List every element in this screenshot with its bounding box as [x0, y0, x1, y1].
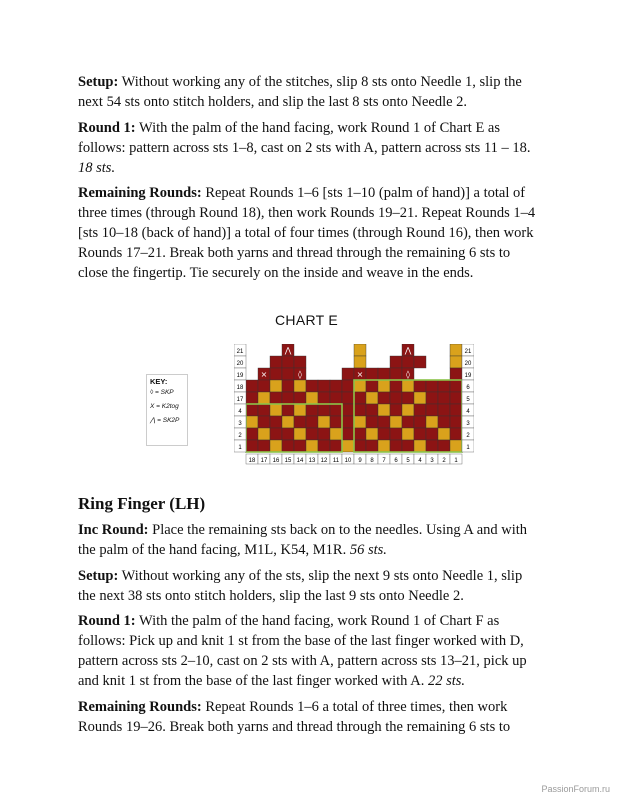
chart-cell	[390, 380, 402, 392]
row-number-right: 1	[466, 445, 470, 451]
round1-text: With the palm of the hand facing, work Round 1 of Chart E as follows: pattern across sts 1–8, cast on 2 sts with A, pattern across sts 11 – 18.	[78, 119, 531, 156]
chart-cell	[294, 404, 306, 416]
chart-cell	[294, 416, 306, 428]
chart-cell	[282, 356, 294, 368]
chart-cell	[342, 416, 354, 428]
chart-cell	[414, 380, 426, 392]
chart-cell	[402, 428, 414, 440]
inc-paragraph	[78, 520, 540, 560]
chart-cell	[306, 428, 318, 440]
row-number-right: 20	[464, 361, 472, 367]
row-number-left: 4	[238, 409, 242, 415]
setup-text: Without working any of the stitches, slip 8 sts onto Needle 1, slip the next 54 sts onto stitch holders, and slip the last 8 sts onto Needle 2.	[78, 74, 522, 110]
inc-label: Inc Round:	[78, 522, 149, 538]
chart-cell	[378, 380, 390, 392]
chart-cell	[258, 416, 270, 428]
row-number-right: 4	[466, 409, 470, 415]
chart-cell	[270, 356, 282, 368]
chart-cell	[294, 440, 306, 452]
chart-cell	[450, 344, 462, 356]
chart-cell	[402, 380, 414, 392]
chart-cell	[282, 404, 294, 416]
row-number-left: 3	[238, 421, 242, 427]
chart-cell	[246, 392, 258, 404]
col-number: 16	[272, 458, 280, 464]
chart-cell	[366, 404, 378, 416]
chart-cell	[390, 404, 402, 416]
chart-cell	[414, 440, 426, 452]
round1b-count: 22 sts.	[427, 673, 466, 689]
chart-cell	[270, 392, 282, 404]
chart-cell	[354, 440, 366, 452]
chart-cell	[246, 428, 258, 440]
chart-cell	[426, 404, 438, 416]
chart-cell	[258, 404, 270, 416]
chart-cell	[426, 392, 438, 404]
col-number: 15	[284, 458, 292, 464]
chart-cell	[294, 392, 306, 404]
row-number-right: 3	[466, 421, 470, 427]
chart-cell	[354, 380, 366, 392]
chart-cell	[378, 440, 390, 452]
chart-symbol: ×	[356, 370, 364, 379]
chart-cell	[318, 392, 330, 404]
chart-cell	[306, 380, 318, 392]
chart-cell	[438, 380, 450, 392]
chart-cell	[414, 404, 426, 416]
key-title: KEY:	[150, 377, 168, 386]
setup-label: Setup:	[78, 74, 119, 90]
chart-cell	[426, 440, 438, 452]
chart-cell	[378, 416, 390, 428]
chart-cell	[414, 392, 426, 404]
chart-cell	[378, 428, 390, 440]
chart-cell	[366, 392, 378, 404]
chart-cell	[426, 416, 438, 428]
chart-cell	[402, 440, 414, 452]
chart-cell	[342, 368, 354, 380]
chart-cell	[438, 428, 450, 440]
col-number: 14	[296, 458, 304, 464]
chart-cell	[354, 428, 366, 440]
chart-cell	[378, 404, 390, 416]
chart-cell	[258, 428, 270, 440]
chart-cell	[330, 380, 342, 392]
chart-cell	[306, 416, 318, 428]
chart-cell	[402, 416, 414, 428]
chart-cell	[414, 356, 426, 368]
chart-symbol: ⋀	[284, 346, 292, 355]
chart-cell	[378, 392, 390, 404]
round1b-text: With the palm of the hand facing, work Round 1 of Chart F as follows: Pick up and knit 1 st from the base of the last finger worked with D, pattern across sts 2–10, cast on 2 sts with A, pattern across sts 13–21, pick up and knit 1 st from the base of the last finger worked with A.	[78, 613, 527, 689]
col-number: 2	[442, 458, 446, 464]
chart-cell	[426, 428, 438, 440]
row-number-left: 19	[236, 373, 244, 379]
chart-cell	[306, 404, 318, 416]
col-number: 8	[370, 458, 374, 464]
chart-cell	[318, 428, 330, 440]
chart-cell	[450, 356, 462, 368]
chart-cell	[390, 416, 402, 428]
col-number: 3	[430, 458, 434, 464]
chart-cell	[450, 392, 462, 404]
chart-cell	[318, 404, 330, 416]
col-number: 13	[308, 458, 316, 464]
chart-cell	[354, 356, 366, 368]
chart-cell	[258, 380, 270, 392]
chart-cell	[282, 440, 294, 452]
inc-text: Place the remaining sts back on to the needles. Using A and with the palm of the hand facing, M1L, K54, M1R.	[78, 522, 528, 558]
watermark: PassionForum.ru	[541, 784, 610, 794]
col-number: 18	[248, 458, 256, 464]
col-number: 7	[382, 458, 386, 464]
chart-cell	[246, 416, 258, 428]
chart-key	[146, 374, 188, 446]
chart-cell	[258, 440, 270, 452]
chart-cell	[270, 404, 282, 416]
row-number-right: 21	[464, 349, 472, 355]
chart-symbol: ⋀	[404, 346, 412, 355]
section-heading: Ring Finger (LH)	[78, 494, 206, 513]
chart-cell	[270, 440, 282, 452]
chart-cell	[354, 416, 366, 428]
chart-cell	[378, 368, 390, 380]
chart-cell	[294, 428, 306, 440]
chart-cell	[450, 440, 462, 452]
setup2-label: Setup:	[78, 567, 119, 584]
remaining2-label: Remaining Rounds:	[78, 698, 202, 715]
chart-cell	[366, 440, 378, 452]
chart-cell	[402, 356, 414, 368]
chart-cell	[294, 380, 306, 392]
chart-cell	[282, 380, 294, 392]
remaining-label: Remaining Rounds:	[78, 185, 202, 201]
chart-cell	[246, 380, 258, 392]
round1-paragraph	[78, 118, 540, 178]
chart-cell	[258, 392, 270, 404]
chart-cell	[282, 428, 294, 440]
col-number: 1	[454, 458, 458, 464]
chart-cell	[450, 404, 462, 416]
row-number-left: 20	[236, 361, 244, 367]
row-number-right: 5	[466, 397, 470, 403]
chart-cell	[282, 368, 294, 380]
chart-cell	[390, 440, 402, 452]
row-number-left: 2	[238, 433, 242, 439]
chart-cell	[354, 404, 366, 416]
key-item-k2tog: X = K2tog	[150, 403, 179, 410]
key-item-sk2p: ⋀ = SK2P	[150, 417, 180, 424]
chart-cell	[414, 416, 426, 428]
chart-cell	[318, 416, 330, 428]
chart-cell	[366, 428, 378, 440]
chart-symbol: ◊	[406, 370, 410, 379]
instructions-section	[78, 72, 540, 289]
chart-cell	[282, 392, 294, 404]
chart-cell	[294, 356, 306, 368]
chart-e-grid	[234, 344, 474, 472]
chart-cell	[450, 368, 462, 380]
chart-cell	[354, 344, 366, 356]
col-number: 9	[358, 458, 362, 464]
chart-cell	[342, 392, 354, 404]
col-number: 5	[406, 458, 410, 464]
chart-cell	[450, 380, 462, 392]
chart-cell	[318, 380, 330, 392]
inc-count: 56 sts.	[349, 542, 387, 558]
chart-cell	[330, 416, 342, 428]
chart-cell	[390, 368, 402, 380]
round1-label: Round 1:	[78, 119, 136, 136]
ring-finger-section	[78, 520, 540, 742]
col-number: 4	[418, 458, 422, 464]
row-number-left: 21	[236, 349, 244, 355]
chart-cell	[354, 392, 366, 404]
chart-cell	[438, 392, 450, 404]
chart-cell	[390, 428, 402, 440]
chart-cell	[390, 356, 402, 368]
row-number-right: 6	[466, 385, 470, 391]
key-item-skp: ◊ = SKP	[150, 389, 174, 396]
chart-cell	[450, 416, 462, 428]
setup2-paragraph	[78, 566, 540, 606]
col-number: 11	[332, 458, 340, 464]
col-number: 12	[320, 458, 328, 464]
row-number-left: 18	[236, 385, 244, 391]
chart-symbol: ◊	[298, 370, 302, 379]
remaining-text: Repeat Rounds 1–6 [sts 1–10 (palm of hand)] a total of three times (through Round 18), then work Rounds 19–21. Repeat Rounds 1–4 [sts 10–18 (back of hand)] a total of four times (through Round 16), then work Rounds 17–21. Break both yarns and thread through the remaining 6 sts to close the fingertip. Tie securely on the inside and weave in the ends.	[78, 185, 536, 281]
round1b-paragraph	[78, 611, 540, 691]
row-number-right: 19	[464, 373, 472, 379]
chart-cell	[330, 404, 342, 416]
chart-cell	[270, 368, 282, 380]
chart-cell	[270, 416, 282, 428]
round1b-label: Round 1:	[78, 613, 136, 629]
chart-cell	[366, 380, 378, 392]
remaining-paragraph	[78, 183, 540, 283]
chart-cell	[402, 404, 414, 416]
chart-cell	[438, 440, 450, 452]
chart-cell	[342, 380, 354, 392]
chart-cell	[306, 392, 318, 404]
col-number: 6	[394, 458, 398, 464]
chart-cell	[270, 380, 282, 392]
chart-cell	[438, 416, 450, 428]
row-number-left: 1	[238, 445, 242, 451]
chart-cell	[414, 428, 426, 440]
chart-cell	[318, 440, 330, 452]
chart-title: CHART E	[275, 312, 339, 328]
chart-cell	[342, 440, 354, 452]
remaining2-paragraph	[78, 697, 540, 737]
chart-cell	[330, 392, 342, 404]
chart-cell	[426, 380, 438, 392]
chart-symbol: ×	[260, 370, 268, 379]
chart-cell	[450, 428, 462, 440]
col-number: 17	[260, 458, 268, 464]
setup-paragraph	[78, 72, 540, 112]
chart-cell	[270, 428, 282, 440]
chart-cell	[402, 392, 414, 404]
round1-count: 18 sts.	[78, 159, 116, 176]
chart-cell	[342, 428, 354, 440]
chart-cell	[366, 368, 378, 380]
row-number-left: 17	[236, 397, 244, 403]
setup2-text: Without working any of the sts, slip the next 9 sts onto Needle 1, slip the next 38 sts onto stitch holders, slip the last 9 sts onto Needle 2.	[78, 567, 523, 604]
chart-cell	[246, 404, 258, 416]
chart-cell	[246, 440, 258, 452]
chart-cell	[390, 392, 402, 404]
remaining2-text: Repeat Rounds 1–6 a total of three times, then work Rounds 19–26. Break both yarns and thread through the remaining 6 sts to	[78, 698, 511, 735]
chart-cell	[438, 404, 450, 416]
chart-cell	[366, 416, 378, 428]
chart-cell	[330, 428, 342, 440]
chart-cell	[330, 440, 342, 452]
chart-cell	[342, 404, 354, 416]
chart-cell	[282, 416, 294, 428]
col-number: 10	[344, 458, 352, 464]
row-number-right: 2	[466, 433, 470, 439]
chart-cell	[306, 440, 318, 452]
